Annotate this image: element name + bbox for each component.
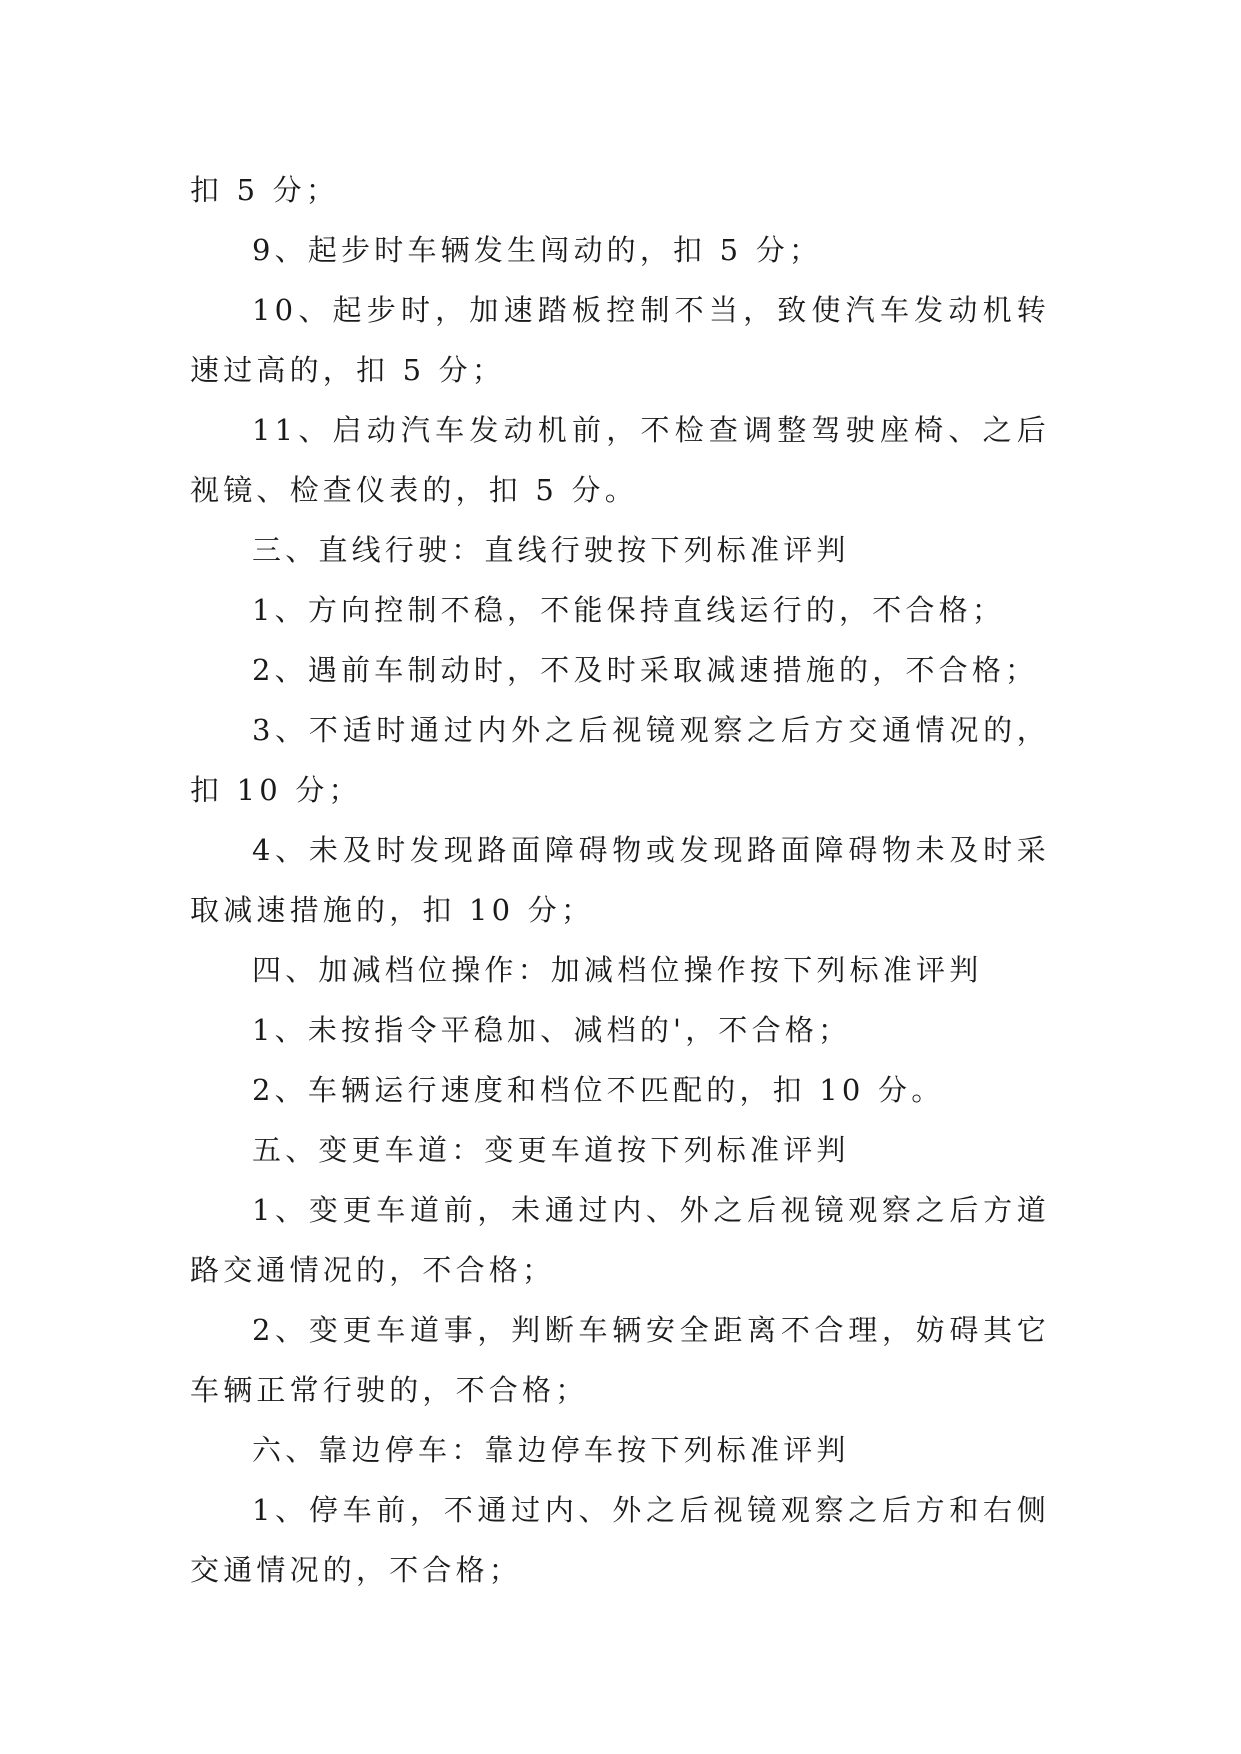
- section-heading-pull-over: 六、靠边停车：靠边停车按下列标准评判: [252, 1433, 850, 1467]
- paragraph-item-11: 11、启动汽车发动机前，不检查调整驾驶座椅、之后视镜、检查仪表的，扣 5 分。: [190, 413, 1050, 507]
- paragraph-gear-2: 2、车辆运行速度和档位不匹配的，扣 10 分。: [252, 1073, 945, 1107]
- paragraph-gear-1: 1、未按指令平稳加、减档的'，不合格；: [252, 1013, 852, 1047]
- paragraph-item-10: 10、起步时，加速踏板控制不当，致使汽车发动机转速过高的，扣 5 分；: [190, 293, 1050, 387]
- paragraph-straight-3: 3、不适时通过内外之后视镜观察之后方交通情况的，扣 10 分；: [190, 713, 1050, 807]
- paragraph-straight-4: 4、未及时发现路面障碍物或发现路面障碍物未及时采取减速措施的，扣 10 分；: [190, 833, 1050, 927]
- section-heading-gear-shift: 四、加减档位操作：加减档位操作按下列标准评判: [252, 953, 983, 987]
- paragraph-straight-2: 2、遇前车制动时，不及时采取减速措施的，不合格；: [252, 653, 1039, 687]
- section-heading-straight-driving: 三、直线行驶：直线行驶按下列标准评判: [252, 533, 850, 567]
- paragraph-lane-2: 2、变更车道事，判断车辆安全距离不合理，妨碍其它车辆正常行驶的，不合格；: [190, 1313, 1050, 1407]
- section-heading-lane-change: 五、变更车道：变更车道按下列标准评判: [252, 1133, 850, 1167]
- document-page: [190, 160, 1050, 1600]
- paragraph-straight-1: 1、方向控制不稳，不能保持直线运行的，不合格；: [252, 593, 1006, 627]
- paragraph-lane-1: 1、变更车道前，未通过内、外之后视镜观察之后方道路交通情况的，不合格；: [190, 1193, 1050, 1287]
- paragraph-continuation: 扣 5 分；: [190, 173, 340, 207]
- paragraph-pullover-1: 1、停车前，不通过内、外之后视镜观察之后方和右侧交通情况的，不合格；: [190, 1493, 1050, 1587]
- paragraph-item-9: 9、起步时车辆发生闯动的，扣 5 分；: [252, 233, 823, 267]
